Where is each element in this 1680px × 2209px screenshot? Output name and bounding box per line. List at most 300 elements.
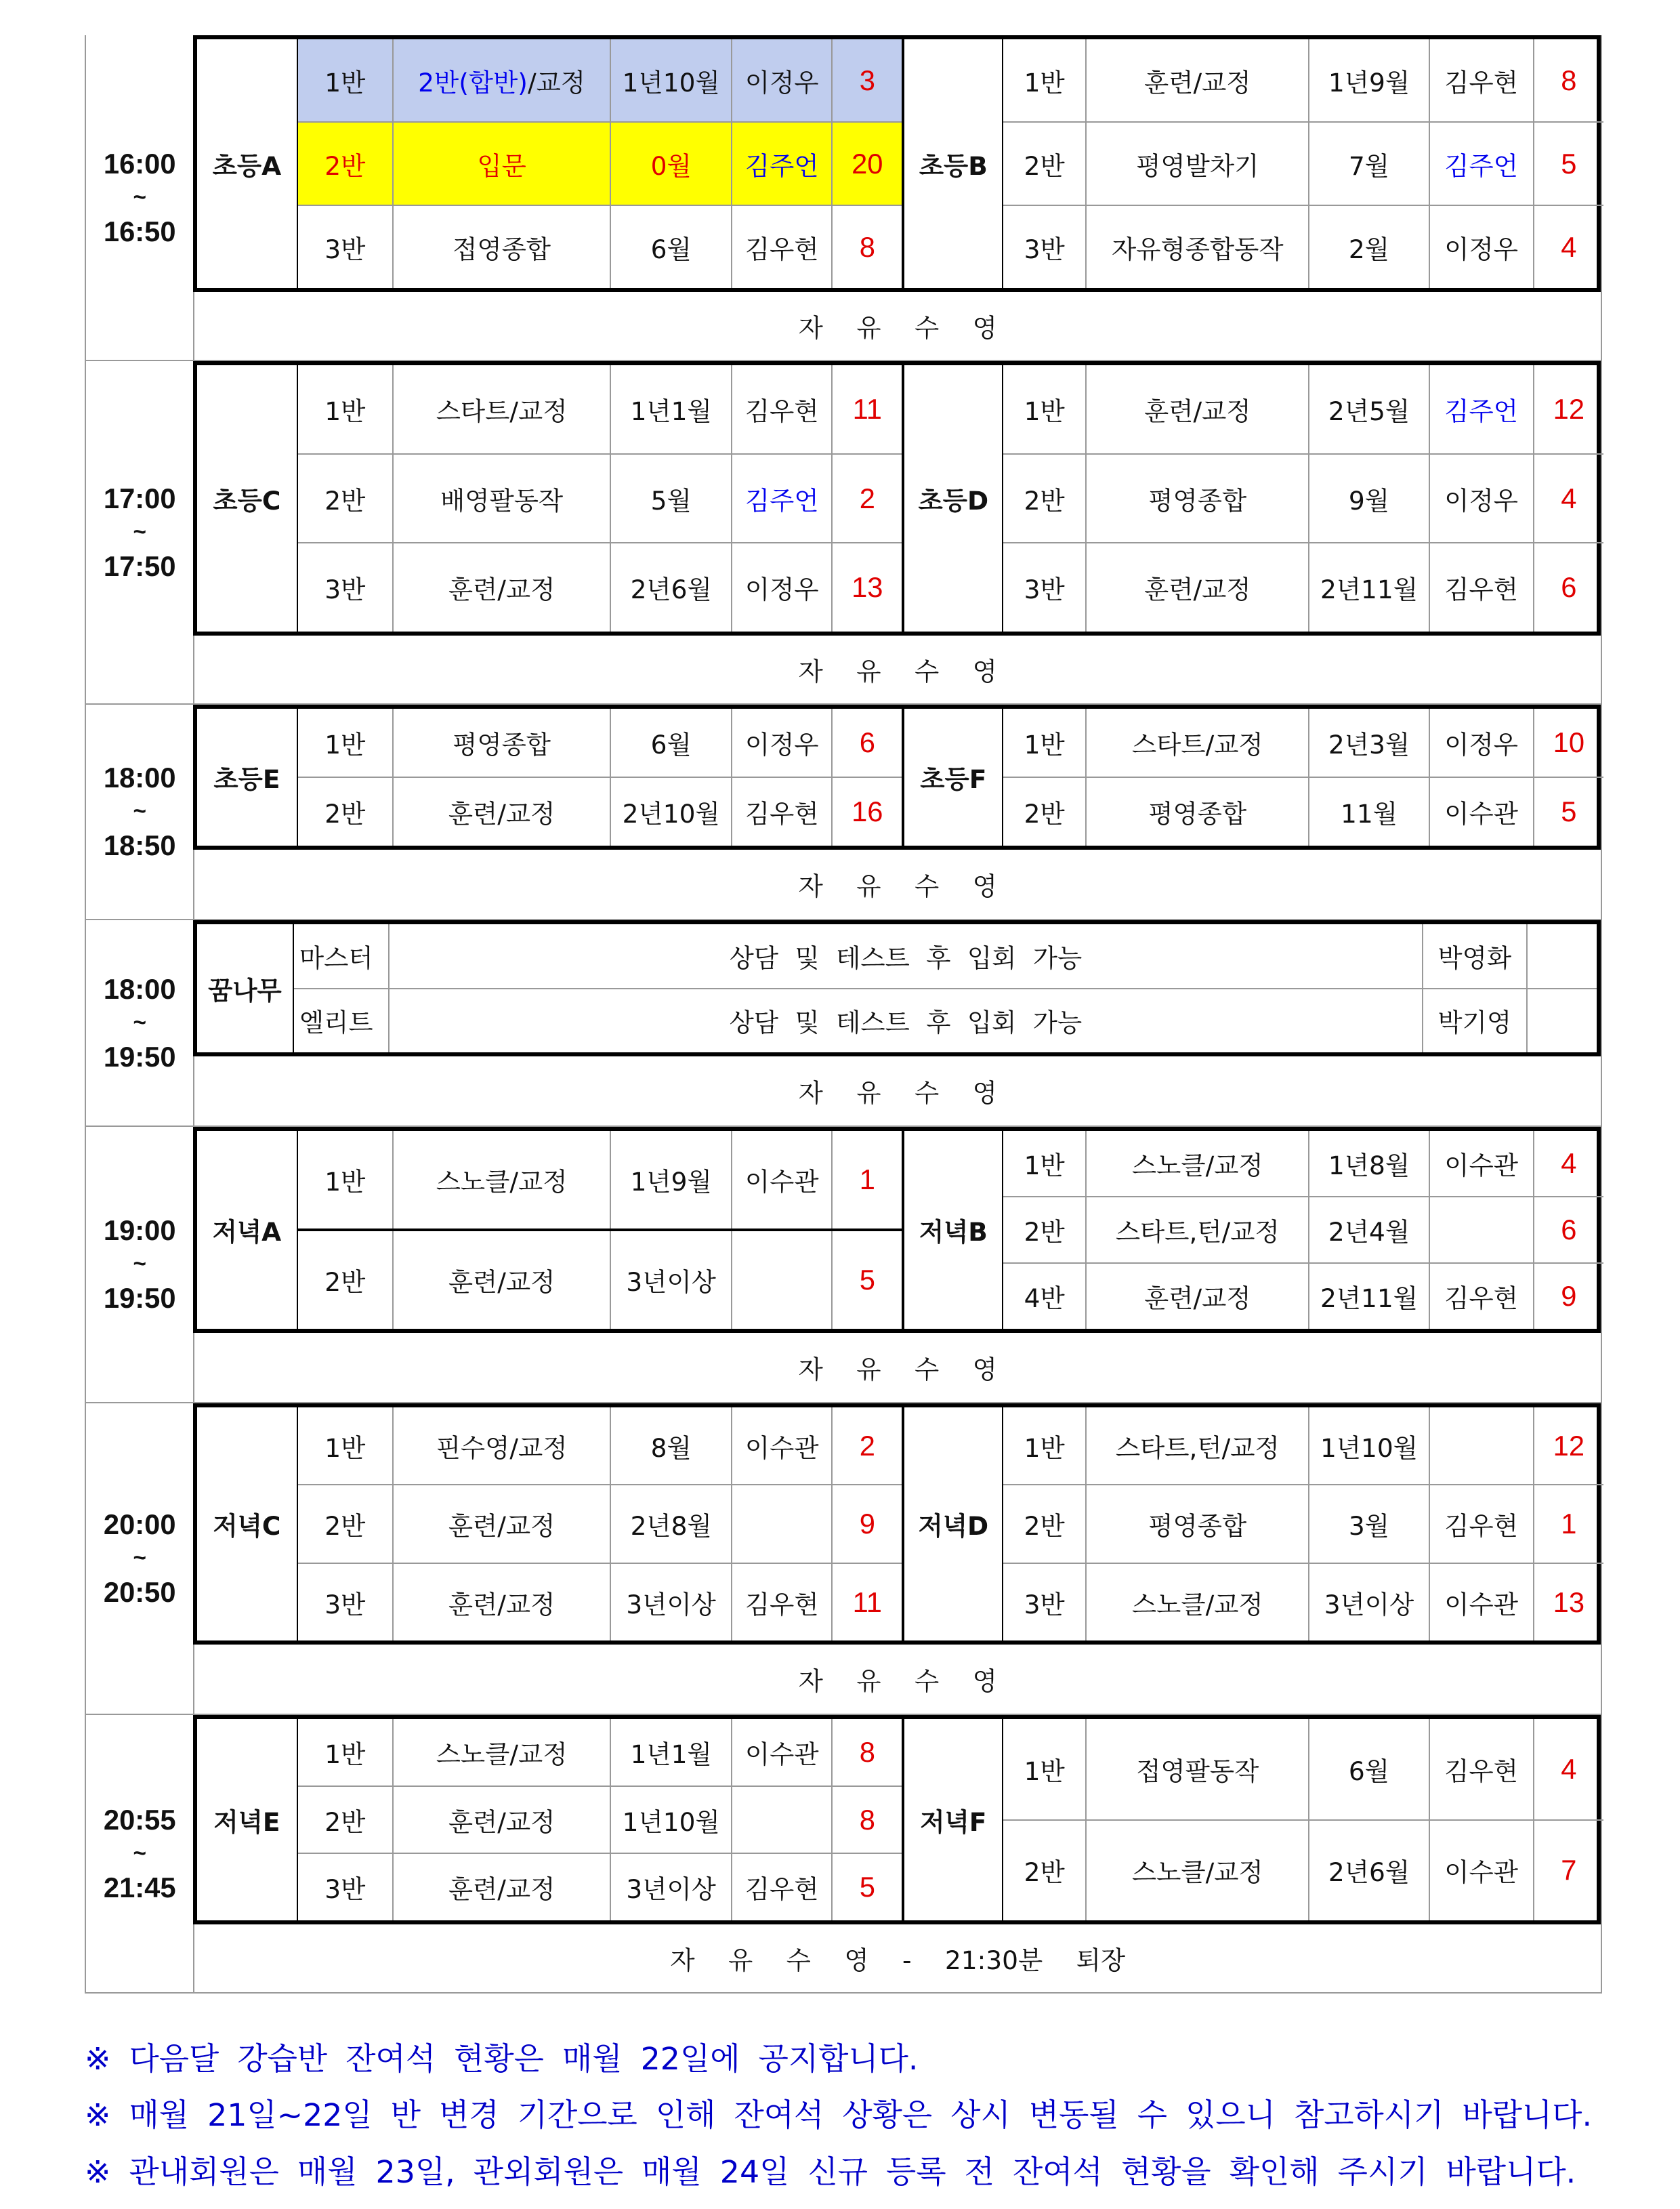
time-end: 16:50 bbox=[103, 215, 176, 247]
cell-ban: 3반 bbox=[324, 1589, 366, 1619]
cell-period: 3년이상 bbox=[610, 1854, 731, 1920]
cell-count: 11 bbox=[831, 1564, 902, 1640]
cell-count: 9 bbox=[831, 1485, 902, 1562]
cell-teacher: 이수관 bbox=[1429, 1564, 1533, 1640]
group-name: 저녁C bbox=[197, 1407, 297, 1640]
group-name: 초등A bbox=[197, 39, 297, 288]
time-end: 17:50 bbox=[103, 550, 176, 582]
cell-ban: 2반 bbox=[324, 1266, 366, 1297]
cell-desc: 상담 및 테스트 후 입회 가능 bbox=[388, 924, 1421, 987]
cell-period: 1년1월 bbox=[610, 1719, 731, 1785]
cell-period: 6월 bbox=[1308, 1719, 1428, 1819]
free-swim-row: 자 유 수 영 bbox=[798, 871, 997, 902]
time-tilde: ~ bbox=[133, 1840, 146, 1866]
cell-ban: 3반 bbox=[1024, 574, 1065, 604]
right-class-group bbox=[904, 39, 1603, 288]
table-row bbox=[298, 365, 902, 453]
cell-ban: 2반 bbox=[324, 799, 366, 829]
section-content bbox=[194, 1127, 1601, 1402]
cell-period: 6월 bbox=[610, 709, 731, 777]
cell-course: 스노클/교정 bbox=[1085, 1131, 1308, 1196]
cell-teacher: 김주언 bbox=[1429, 365, 1533, 453]
cell-period: 11월 bbox=[1308, 778, 1428, 846]
notes bbox=[85, 2031, 1592, 2200]
cell-teacher: 김우현 bbox=[1429, 1264, 1533, 1329]
cell-teacher: 김우현 bbox=[731, 1564, 831, 1640]
time-tilde: ~ bbox=[133, 1010, 146, 1035]
cell-period: 3년이상 bbox=[1308, 1564, 1428, 1640]
time-cell bbox=[86, 361, 194, 703]
right-class-group bbox=[904, 1131, 1603, 1329]
table-row bbox=[1003, 777, 1603, 846]
table-row bbox=[1003, 121, 1603, 205]
class-rows bbox=[294, 924, 1597, 1052]
left-class-group bbox=[197, 1719, 904, 1920]
cell-course: 스타트,턴/교정 bbox=[1085, 1407, 1308, 1484]
cell-teacher: 김우현 bbox=[1429, 39, 1533, 121]
cell-count: 9 bbox=[1533, 1264, 1603, 1329]
group-name: 저녁D bbox=[904, 1407, 1003, 1640]
cell-ban: 1반 bbox=[1024, 729, 1065, 760]
table-row bbox=[1003, 542, 1603, 631]
cell-ban: 3반 bbox=[324, 1874, 366, 1905]
cell-count: 2 bbox=[831, 1407, 902, 1484]
section-content bbox=[194, 1403, 1601, 1714]
class-rows bbox=[1003, 709, 1603, 846]
cell-period: 1년9월 bbox=[1308, 39, 1428, 121]
class-block bbox=[193, 361, 1601, 635]
time-tilde: ~ bbox=[133, 799, 146, 825]
cell-teacher: 김우현 bbox=[731, 206, 831, 288]
free-swim-row: 자 유 수 영 - 21:30분 퇴장 bbox=[670, 1945, 1126, 1975]
left-class-group bbox=[197, 1407, 904, 1640]
cell-period: 1년10월 bbox=[610, 1787, 731, 1853]
group-name: 꿈나무 bbox=[197, 924, 293, 1052]
time-cell bbox=[86, 920, 194, 1125]
cell-ban: 1반 bbox=[324, 1739, 366, 1770]
cell-level: 엘리트 bbox=[299, 1008, 373, 1038]
table-row bbox=[1003, 1563, 1603, 1640]
cell-ban: 2반 bbox=[324, 485, 366, 516]
cell-period: 3년이상 bbox=[610, 1564, 731, 1640]
cell-count: 11 bbox=[831, 365, 902, 453]
left-class-group bbox=[197, 365, 904, 631]
cell-teacher: 이정우 bbox=[1429, 206, 1533, 288]
cell-ban: 2반 bbox=[1024, 150, 1065, 181]
section-content bbox=[194, 920, 1601, 1125]
cell-teacher: 이정우 bbox=[731, 39, 831, 121]
class-rows bbox=[298, 39, 902, 288]
cell-period: 2년8월 bbox=[610, 1485, 731, 1562]
table-row bbox=[298, 1853, 902, 1920]
cell-count: 8 bbox=[831, 1787, 902, 1853]
cell-course: 스타트,턴/교정 bbox=[1085, 1197, 1308, 1262]
class-block bbox=[193, 35, 1601, 292]
time-slot-section bbox=[86, 705, 1601, 921]
class-block bbox=[193, 1403, 1601, 1645]
table-row bbox=[294, 924, 1597, 987]
table-row bbox=[298, 542, 902, 631]
group-name: 저녁B bbox=[904, 1131, 1003, 1329]
course-text: /교정 bbox=[527, 67, 586, 98]
cell-course: 스노클/교정 bbox=[1085, 1821, 1308, 1920]
cell-level: 마스터 bbox=[299, 943, 373, 973]
time-start: 20:55 bbox=[103, 1803, 176, 1836]
left-class-group bbox=[197, 709, 904, 846]
cell-period: 8월 bbox=[610, 1407, 731, 1484]
note-1: ※ 다음달 강습반 잔여석 현황은 매월 22일에 공지합니다. bbox=[85, 2040, 919, 2077]
cell-ban: 1반 bbox=[324, 1166, 366, 1197]
cell-count: 12 bbox=[1533, 365, 1603, 453]
cell-course: 평영발차기 bbox=[1085, 123, 1308, 205]
cell-course: 훈련/교정 bbox=[392, 1564, 610, 1640]
cell-ban: 2반 bbox=[1024, 485, 1065, 516]
cell-teacher: 김우현 bbox=[731, 365, 831, 453]
cell-course: 훈련/교정 bbox=[392, 1787, 610, 1853]
class-rows bbox=[298, 709, 902, 846]
cell-teacher: 이정우 bbox=[1429, 709, 1533, 777]
time-slot-section bbox=[86, 1127, 1601, 1403]
cell-ban: 1반 bbox=[324, 396, 366, 427]
table-row bbox=[1003, 1719, 1603, 1819]
time-cell bbox=[86, 705, 194, 920]
cell-course: 평영종합 bbox=[1085, 455, 1308, 542]
cell-count: 12 bbox=[1533, 1407, 1603, 1484]
section-content bbox=[194, 35, 1601, 360]
cell-count: 20 bbox=[831, 123, 902, 205]
cell-period: 3월 bbox=[1308, 1485, 1428, 1562]
cell-count: 6 bbox=[831, 709, 902, 777]
cell-course: 스노클/교정 bbox=[1085, 1564, 1308, 1640]
cell-course: 접영종합 bbox=[392, 206, 610, 288]
class-rows bbox=[298, 1407, 902, 1640]
cell-course: 훈련/교정 bbox=[392, 543, 610, 631]
cell-ban: 3반 bbox=[324, 234, 366, 264]
time-slot-section bbox=[86, 920, 1601, 1126]
cell-teacher: 김주언 bbox=[731, 123, 831, 205]
cell-count: 16 bbox=[831, 778, 902, 846]
table-row bbox=[298, 709, 902, 777]
note-3: ※ 관내회원은 매월 23일, 관외회원은 매월 24일 신규 등록 전 잔여석 현황을 확인해 주시기 바랍니다. bbox=[85, 2153, 1576, 2190]
time-start: 20:00 bbox=[103, 1508, 176, 1541]
cell-teacher: 김우현 bbox=[731, 778, 831, 846]
cell-course: 훈련/교정 bbox=[392, 1231, 610, 1329]
cell-count: 8 bbox=[831, 206, 902, 288]
time-start: 19:00 bbox=[103, 1214, 176, 1246]
cell-ban: 2반 bbox=[1024, 1216, 1065, 1247]
time-end: 18:50 bbox=[103, 829, 176, 862]
time-tilde: ~ bbox=[133, 519, 146, 545]
class-rows bbox=[1003, 39, 1603, 288]
cell-count bbox=[1526, 924, 1597, 987]
time-slot-section bbox=[86, 1715, 1601, 1993]
cell-count: 4 bbox=[1533, 206, 1603, 288]
time-end: 20:50 bbox=[103, 1576, 176, 1609]
section-content bbox=[194, 705, 1601, 920]
class-rows bbox=[298, 365, 902, 631]
time-start: 18:00 bbox=[103, 762, 176, 794]
class-rows bbox=[1003, 1407, 1603, 1640]
cell-period: 2년11월 bbox=[1308, 543, 1428, 631]
cell-teacher: 김우현 bbox=[1429, 543, 1533, 631]
time-cell bbox=[86, 1715, 194, 1991]
cell-ban: 2반 bbox=[324, 1807, 366, 1837]
class-rows bbox=[1003, 365, 1603, 631]
cell-period: 2년4월 bbox=[1308, 1197, 1428, 1262]
cell-count: 4 bbox=[1533, 1719, 1603, 1819]
table-row bbox=[1003, 1131, 1603, 1196]
group-name: 저녁F bbox=[904, 1719, 1003, 1920]
cell-period: 5월 bbox=[610, 455, 731, 542]
time-tilde: ~ bbox=[133, 1546, 146, 1571]
table-row bbox=[1003, 1262, 1603, 1329]
cell-period: 2월 bbox=[1308, 206, 1428, 288]
cell-course: 접영팔동작 bbox=[1085, 1719, 1308, 1819]
cell-count: 6 bbox=[1533, 1197, 1603, 1262]
cell-course: 훈련/교정 bbox=[392, 1854, 610, 1920]
cell-count bbox=[1526, 989, 1597, 1052]
cell-teacher: 김우현 bbox=[731, 1854, 831, 1920]
cell-ban: 1반 bbox=[298, 39, 393, 121]
cell-count: 4 bbox=[1533, 1131, 1603, 1196]
time-cell bbox=[86, 1403, 194, 1714]
cell-course: 훈련/교정 bbox=[1085, 39, 1308, 121]
time-slot-section bbox=[86, 361, 1601, 704]
cell-period: 2년10월 bbox=[610, 778, 731, 846]
group-name: 초등B bbox=[904, 39, 1003, 288]
class-block bbox=[193, 1715, 1601, 1924]
cell-count: 6 bbox=[1533, 543, 1603, 631]
time-start: 16:00 bbox=[103, 147, 176, 180]
class-block bbox=[193, 705, 1601, 850]
cell-teacher: 이수관 bbox=[731, 1719, 831, 1785]
cell-ban: 3반 bbox=[324, 574, 366, 604]
cell-period: 6월 bbox=[610, 206, 731, 288]
section-content bbox=[194, 361, 1601, 703]
cell-count: 5 bbox=[1533, 123, 1603, 205]
right-class-group bbox=[904, 1719, 1603, 1920]
cell-count: 10 bbox=[1533, 709, 1603, 777]
cell-teacher: 이정우 bbox=[1429, 455, 1533, 542]
cell-ban: 2반 bbox=[1024, 1857, 1065, 1888]
cell-period: 2년6월 bbox=[610, 543, 731, 631]
cell-teacher: 박기영 bbox=[1422, 989, 1526, 1052]
cell-count: 5 bbox=[1533, 778, 1603, 846]
cell-count: 8 bbox=[831, 1719, 902, 1785]
class-rows bbox=[1003, 1131, 1603, 1329]
cell-ban: 1반 bbox=[324, 729, 366, 760]
cell-teacher: 이수관 bbox=[731, 1407, 831, 1484]
cell-course: 훈련/교정 bbox=[1085, 543, 1308, 631]
cell-ban: 1반 bbox=[324, 1432, 366, 1463]
table-row bbox=[1003, 1819, 1603, 1920]
cell-count: 8 bbox=[1533, 39, 1603, 121]
cell-teacher: 김우현 bbox=[1429, 1485, 1533, 1562]
cell-period: 9월 bbox=[1308, 455, 1428, 542]
cell-course: 입문 bbox=[392, 123, 610, 205]
free-swim-row: 자 유 수 영 bbox=[798, 656, 997, 686]
group-name: 초등E bbox=[197, 709, 297, 846]
cell-period: 1년1월 bbox=[610, 365, 731, 453]
cell-ban: 1반 bbox=[1024, 396, 1065, 427]
cell-period: 1년10월 bbox=[1308, 1407, 1428, 1484]
cell-teacher bbox=[1429, 1197, 1533, 1262]
table-row bbox=[294, 988, 1597, 1052]
class-rows bbox=[298, 1719, 902, 1920]
table-row bbox=[1003, 39, 1603, 121]
cell-count: 1 bbox=[1533, 1485, 1603, 1562]
free-swim-row: 자 유 수 영 bbox=[798, 1077, 997, 1108]
cell-course: 평영종합 bbox=[1085, 778, 1308, 846]
cell-ban: 2반 bbox=[298, 123, 393, 205]
group-name: 저녁A bbox=[197, 1131, 297, 1329]
free-swim-row: 자 유 수 영 bbox=[798, 313, 997, 344]
time-slot-section bbox=[86, 1403, 1601, 1715]
cell-teacher: 김주언 bbox=[1429, 123, 1533, 205]
free-swim-row: 자 유 수 영 bbox=[798, 1354, 997, 1384]
time-end: 21:45 bbox=[103, 1871, 176, 1903]
cell-period: 3년이상 bbox=[610, 1231, 731, 1329]
cell-count: 1 bbox=[831, 1131, 902, 1229]
class-block bbox=[193, 1127, 1601, 1333]
cell-period: 0월 bbox=[610, 123, 731, 205]
cell-course bbox=[392, 39, 610, 121]
table-row bbox=[1003, 709, 1603, 777]
class-rows bbox=[1003, 1719, 1603, 1920]
cell-period: 2년6월 bbox=[1308, 1821, 1428, 1920]
right-class-group bbox=[904, 1407, 1603, 1640]
cell-teacher: 이정우 bbox=[731, 709, 831, 777]
cell-count: 3 bbox=[831, 39, 902, 121]
cell-course: 평영종합 bbox=[1085, 1485, 1308, 1562]
cell-period: 7월 bbox=[1308, 123, 1428, 205]
cell-period: 1년9월 bbox=[610, 1131, 731, 1229]
cell-count: 5 bbox=[831, 1231, 902, 1329]
section-content bbox=[194, 1715, 1601, 1991]
cell-ban: 1반 bbox=[1024, 1432, 1065, 1463]
cell-count: 2 bbox=[831, 455, 902, 542]
cell-period: 1년10월 bbox=[610, 39, 731, 121]
cell-course: 스타트/교정 bbox=[1085, 709, 1308, 777]
cell-course: 평영종합 bbox=[392, 709, 610, 777]
right-class-group bbox=[904, 709, 1603, 846]
cell-period: 1년8월 bbox=[1308, 1131, 1428, 1196]
cell-ban: 1반 bbox=[1024, 67, 1065, 98]
table-row bbox=[298, 121, 902, 205]
time-start: 18:00 bbox=[103, 972, 176, 1005]
table-row bbox=[1003, 1196, 1603, 1262]
cell-ban: 2반 bbox=[1024, 799, 1065, 829]
time-slot-section bbox=[86, 35, 1601, 361]
table-row bbox=[298, 1229, 902, 1329]
cell-teacher bbox=[731, 1231, 831, 1329]
table-row bbox=[1003, 365, 1603, 453]
cell-teacher: 이수관 bbox=[1429, 1821, 1533, 1920]
cell-ban: 2반 bbox=[324, 1511, 366, 1542]
cell-period: 2년5월 bbox=[1308, 365, 1428, 453]
table-row bbox=[298, 1484, 902, 1562]
cell-ban: 1반 bbox=[1024, 1150, 1065, 1180]
cell-course: 스노클/교정 bbox=[392, 1131, 610, 1229]
cell-teacher: 이정우 bbox=[731, 543, 831, 631]
cell-desc: 상담 및 테스트 후 입회 가능 bbox=[388, 989, 1421, 1052]
cell-course: 훈련/교정 bbox=[392, 1485, 610, 1562]
table-row bbox=[298, 777, 902, 846]
cell-period: 2년11월 bbox=[1308, 1264, 1428, 1329]
cell-ban: 4반 bbox=[1024, 1283, 1065, 1313]
time-end: 19:50 bbox=[103, 1040, 176, 1073]
cell-teacher: 김우현 bbox=[1429, 1719, 1533, 1819]
table-row bbox=[298, 1563, 902, 1640]
left-class-group bbox=[197, 39, 904, 288]
right-class-group bbox=[904, 365, 1603, 631]
table-row bbox=[1003, 1484, 1603, 1562]
cell-teacher: 이수관 bbox=[1429, 778, 1533, 846]
cell-course: 스노클/교정 bbox=[392, 1719, 610, 1785]
cell-teacher: 이수관 bbox=[731, 1131, 831, 1229]
cell-count: 13 bbox=[831, 543, 902, 631]
cell-count: 5 bbox=[831, 1854, 902, 1920]
note-2: ※ 매월 21일~22일 반 변경 기간으로 인해 잔여석 상황은 상시 변동될 수 있으니 참고하시기 바랍니다. bbox=[85, 2097, 1593, 2134]
cell-teacher bbox=[1429, 1407, 1533, 1484]
cell-ban: 1반 bbox=[1024, 1756, 1065, 1787]
time-end: 19:50 bbox=[103, 1281, 176, 1314]
group-name: 저녁E bbox=[197, 1719, 297, 1920]
cell-teacher: 이수관 bbox=[1429, 1131, 1533, 1196]
cell-course: 훈련/교정 bbox=[1085, 1264, 1308, 1329]
cell-ban: 3반 bbox=[1024, 1589, 1065, 1619]
group-name: 초등D bbox=[904, 365, 1003, 631]
class-rows bbox=[298, 1131, 902, 1329]
table-row bbox=[1003, 1407, 1603, 1484]
cell-period: 2년3월 bbox=[1308, 709, 1428, 777]
table-row bbox=[298, 39, 902, 121]
cell-ban: 3반 bbox=[1024, 234, 1065, 264]
time-tilde: ~ bbox=[133, 184, 146, 210]
cell-count: 4 bbox=[1533, 455, 1603, 542]
table-row bbox=[298, 1131, 902, 1229]
cell-course: 훈련/교정 bbox=[392, 778, 610, 846]
cell-teacher: 박영화 bbox=[1422, 924, 1526, 987]
time-start: 17:00 bbox=[103, 482, 176, 514]
cell-course: 배영팔동작 bbox=[392, 455, 610, 542]
cell-teacher: 김주언 bbox=[731, 455, 831, 542]
cell-course: 자유형종합동작 bbox=[1085, 206, 1308, 288]
cell-count: 7 bbox=[1533, 1821, 1603, 1920]
time-tilde: ~ bbox=[133, 1251, 146, 1277]
cell-course: 핀수영/교정 bbox=[392, 1407, 610, 1484]
table-row bbox=[1003, 205, 1603, 288]
table-row bbox=[1003, 453, 1603, 542]
cell-count: 13 bbox=[1533, 1564, 1603, 1640]
table-row bbox=[298, 1407, 902, 1484]
time-cell bbox=[86, 35, 194, 360]
table-row bbox=[298, 453, 902, 542]
table-row bbox=[298, 205, 902, 288]
cell-teacher bbox=[731, 1787, 831, 1853]
free-swim-row: 자 유 수 영 bbox=[798, 1666, 997, 1697]
cell-course: 스타트/교정 bbox=[392, 365, 610, 453]
time-cell bbox=[86, 1127, 194, 1402]
left-class-group bbox=[197, 1131, 904, 1329]
group-name: 초등C bbox=[197, 365, 297, 631]
class-schedule-table bbox=[85, 35, 1602, 1994]
class-block bbox=[193, 920, 1601, 1056]
course-prefix: 2반(합반) bbox=[418, 67, 528, 98]
group-name: 초등F bbox=[904, 709, 1003, 846]
cell-course: 훈련/교정 bbox=[1085, 365, 1308, 453]
table-row bbox=[298, 1785, 902, 1853]
